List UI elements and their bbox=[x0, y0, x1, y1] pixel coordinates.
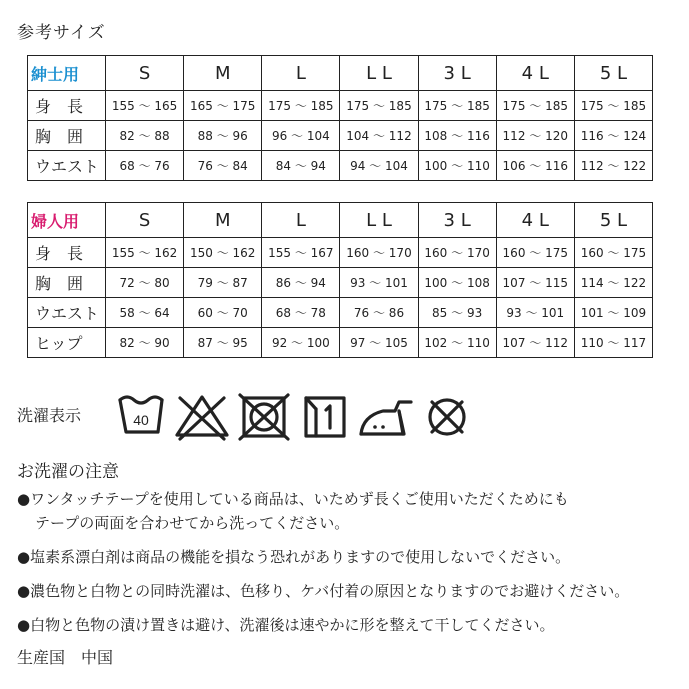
table-cell: 60 ～ 70 bbox=[184, 298, 262, 328]
table-cell: 88 ～ 96 bbox=[184, 121, 262, 151]
table-cell: 104 ～ 112 bbox=[340, 121, 418, 151]
size-header-row bbox=[28, 56, 653, 91]
table-row bbox=[28, 328, 653, 358]
wash-temp: 40 bbox=[133, 412, 149, 428]
care-notes bbox=[17, 487, 629, 637]
no-tumble-dry-icon bbox=[240, 395, 288, 439]
wash-label: 洗濯表示 bbox=[17, 406, 82, 425]
table-cell: 86 ～ 94 bbox=[262, 268, 340, 298]
table-cell: 79 ～ 87 bbox=[184, 268, 262, 298]
bullet: ● bbox=[17, 548, 31, 566]
table-cell: 165 ～ 175 bbox=[184, 91, 262, 121]
table-cell: 112 ～ 122 bbox=[574, 151, 652, 181]
size-m: M bbox=[184, 203, 262, 238]
line-dry-icon bbox=[306, 398, 344, 436]
size-header-row bbox=[28, 203, 653, 238]
table-cell: 175 ～ 185 bbox=[340, 91, 418, 121]
note-item: ●白物と色物の漬け置きは避け、洗濯後は速やかに形を整えて干してください。 bbox=[17, 616, 555, 634]
table-cell: 107 ～ 112 bbox=[496, 328, 574, 358]
size-4l: 4 L bbox=[496, 203, 574, 238]
table-cell: 76 ～ 84 bbox=[184, 151, 262, 181]
table-row bbox=[28, 151, 653, 181]
table-cell: 68 ～ 76 bbox=[106, 151, 184, 181]
table-cell: 93 ～ 101 bbox=[496, 298, 574, 328]
table-cell: 94 ～ 104 bbox=[340, 151, 418, 181]
table-cell: 110 ～ 117 bbox=[574, 328, 652, 358]
size-5l: 5 L bbox=[574, 56, 652, 91]
table-cell: 108 ～ 116 bbox=[418, 121, 496, 151]
note-item-continued: テープの両面を合わせてから洗ってください。 bbox=[35, 514, 350, 532]
table-cell: 116 ～ 124 bbox=[574, 121, 652, 151]
size-ll: L L bbox=[340, 203, 418, 238]
table-cell: 84 ～ 94 bbox=[262, 151, 340, 181]
women-category-label: 婦人用 bbox=[28, 203, 106, 238]
bullet: ● bbox=[17, 582, 31, 600]
table-cell: 102 ～ 110 bbox=[418, 328, 496, 358]
women-size-table bbox=[27, 202, 653, 358]
row-label: 胸 囲 bbox=[28, 121, 106, 151]
page-title: 参考サイズ bbox=[17, 23, 106, 43]
table-cell: 92 ～ 100 bbox=[262, 328, 340, 358]
table-cell: 160 ～ 170 bbox=[340, 238, 418, 268]
iron-dot-icon bbox=[381, 425, 385, 429]
row-label: 身 長 bbox=[28, 238, 106, 268]
table-cell: 175 ～ 185 bbox=[574, 91, 652, 121]
size-ll: L L bbox=[340, 56, 418, 91]
bullet: ● bbox=[17, 616, 31, 634]
table-cell: 112 ～ 120 bbox=[496, 121, 574, 151]
table-cell: 106 ～ 116 bbox=[496, 151, 574, 181]
table-row bbox=[28, 91, 653, 121]
table-cell: 100 ～ 108 bbox=[418, 268, 496, 298]
row-label: 胸 囲 bbox=[28, 268, 106, 298]
table-cell: 82 ～ 90 bbox=[106, 328, 184, 358]
table-cell: 58 ～ 64 bbox=[106, 298, 184, 328]
table-cell: 155 ～ 165 bbox=[106, 91, 184, 121]
iron-icon bbox=[361, 402, 411, 434]
no-dry-clean-icon bbox=[430, 400, 464, 434]
table-cell: 87 ～ 95 bbox=[184, 328, 262, 358]
table-cell: 107 ～ 115 bbox=[496, 268, 574, 298]
no-bleach-icon bbox=[177, 397, 227, 439]
table-row bbox=[28, 121, 653, 151]
note-item: ●塩素系漂白剤は商品の機能を損なう恐れがありますので使用しないでください。 bbox=[17, 548, 571, 566]
note-item: ●ワンタッチテープを使用している商品は、いためず長くご使用いただくためにも bbox=[17, 490, 569, 508]
country-of-origin: 生産国 中国 bbox=[17, 648, 114, 667]
table-cell: 76 ～ 86 bbox=[340, 298, 418, 328]
row-label: ウエスト bbox=[28, 151, 106, 181]
table-cell: 85 ～ 93 bbox=[418, 298, 496, 328]
size-4l: 4 L bbox=[496, 56, 574, 91]
table-cell: 114 ～ 122 bbox=[574, 268, 652, 298]
size-l: L bbox=[262, 56, 340, 91]
table-cell: 175 ～ 185 bbox=[496, 91, 574, 121]
table-cell: 155 ～ 167 bbox=[262, 238, 340, 268]
table-row bbox=[28, 298, 653, 328]
size-l: L bbox=[262, 203, 340, 238]
table-cell: 160 ～ 175 bbox=[496, 238, 574, 268]
table-cell: 160 ～ 175 bbox=[574, 238, 652, 268]
bullet: ● bbox=[17, 490, 31, 508]
table-cell: 96 ～ 104 bbox=[262, 121, 340, 151]
size-s: S bbox=[106, 56, 184, 91]
iron-dot-icon bbox=[373, 425, 377, 429]
men-size-table bbox=[27, 55, 653, 181]
table-cell: 150 ～ 162 bbox=[184, 238, 262, 268]
row-label: 身 長 bbox=[28, 91, 106, 121]
table-row bbox=[28, 268, 653, 298]
men-category-label: 紳士用 bbox=[28, 56, 106, 91]
care-symbols bbox=[117, 392, 507, 442]
table-cell: 97 ～ 105 bbox=[340, 328, 418, 358]
table-cell: 68 ～ 78 bbox=[262, 298, 340, 328]
table-cell: 82 ～ 88 bbox=[106, 121, 184, 151]
table-cell: 93 ～ 101 bbox=[340, 268, 418, 298]
size-3l: 3 L bbox=[418, 203, 496, 238]
table-cell: 155 ～ 162 bbox=[106, 238, 184, 268]
note-item: ●濃色物と白物との同時洗濯は、色移り、ケバ付着の原因となりますのでお避けください。 bbox=[17, 582, 630, 600]
size-s: S bbox=[106, 203, 184, 238]
size-m: M bbox=[184, 56, 262, 91]
table-cell: 175 ～ 185 bbox=[262, 91, 340, 121]
row-label: ウエスト bbox=[28, 298, 106, 328]
table-cell: 175 ～ 185 bbox=[418, 91, 496, 121]
row-label: ヒップ bbox=[28, 328, 106, 358]
size-3l: 3 L bbox=[418, 56, 496, 91]
notes-title: お洗濯の注意 bbox=[17, 462, 119, 482]
table-cell: 101 ～ 109 bbox=[574, 298, 652, 328]
table-cell: 72 ～ 80 bbox=[106, 268, 184, 298]
table-cell: 100 ～ 110 bbox=[418, 151, 496, 181]
table-cell: 160 ～ 170 bbox=[418, 238, 496, 268]
table-row bbox=[28, 238, 653, 268]
size-5l: 5 L bbox=[574, 203, 652, 238]
